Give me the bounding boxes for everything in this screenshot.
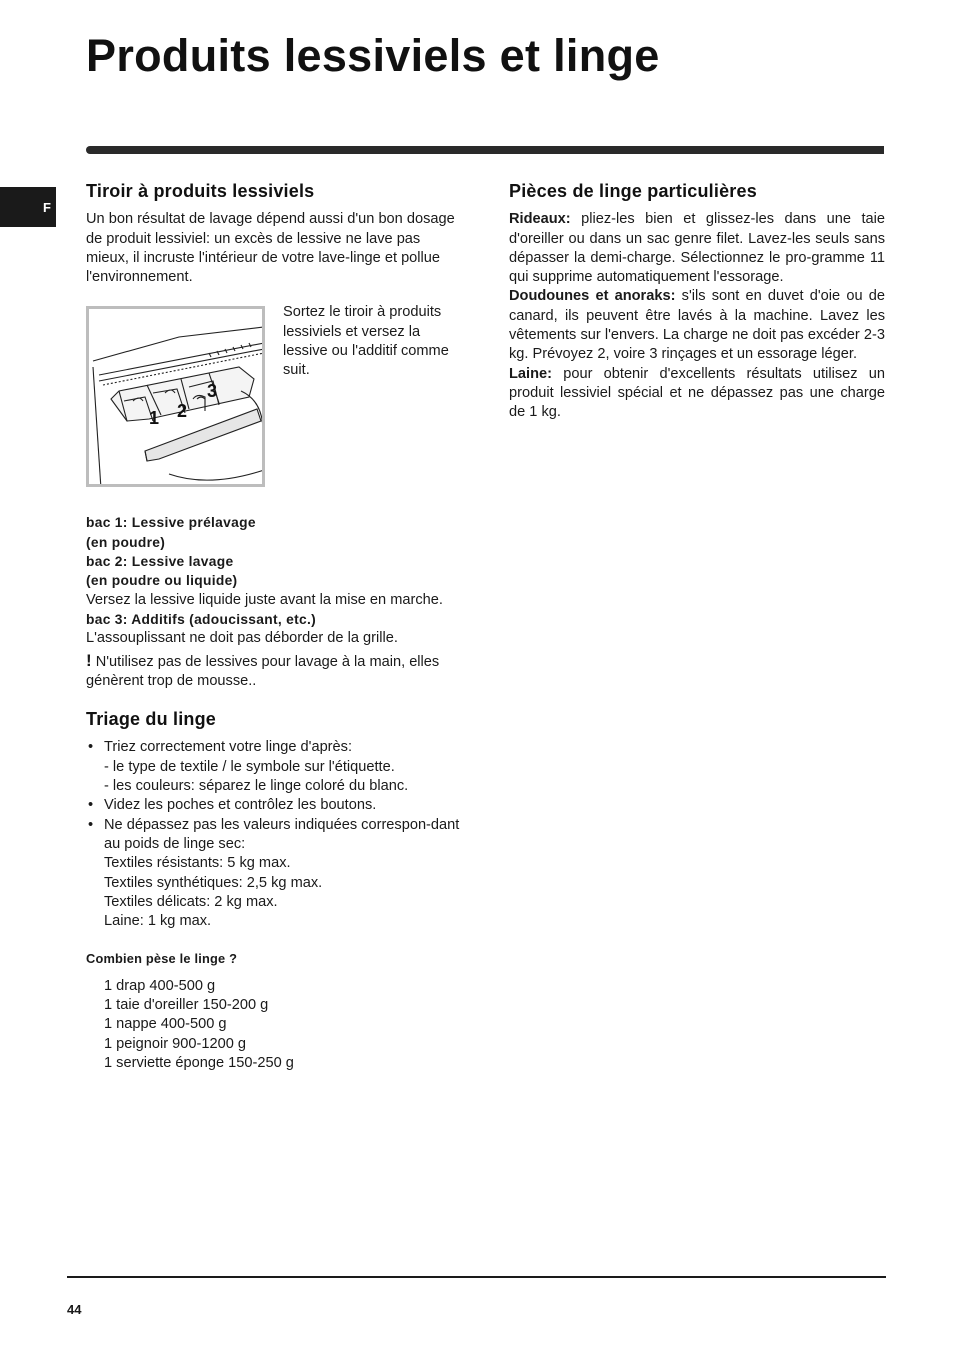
- item-label: Doudounes et anoraks:: [509, 288, 676, 305]
- list-item: [86, 816, 466, 932]
- weights-list: [86, 977, 466, 1073]
- section-heading-detergent-drawer: Tiroir à produits lessiviels: [86, 181, 315, 201]
- compartment-list: [86, 513, 466, 691]
- language-tab: F: [0, 187, 56, 227]
- bac2-title: bac 2: Lessive lavage: [86, 554, 234, 570]
- bac3-title: bac 3: Additifs (adoucissant, etc.): [86, 611, 317, 627]
- title-rule: [86, 146, 884, 154]
- item-label: Laine:: [509, 365, 552, 382]
- warning-paragraph: [86, 651, 466, 692]
- compartment-label-2: 2: [177, 401, 188, 422]
- load-limit-line: Textiles synthétiques: 2,5 kg max.: [104, 874, 323, 891]
- detergent-drawer-illustration: [86, 306, 265, 487]
- item-text: pour obtenir d'excellents résultats utilisez un produit lessiviel spécial et ne dépassez pas une charge de 1 kg.: [509, 365, 885, 421]
- sorting-list: [86, 738, 466, 931]
- compartment-label-3: 3: [207, 381, 218, 402]
- bac3-note: L'assouplissant ne doit pas déborder de la grille.: [86, 630, 398, 647]
- weight-item: 1 serviette éponge 150-250 g: [104, 1054, 294, 1071]
- warning-icon: !: [86, 650, 92, 670]
- left-column: [86, 182, 466, 1073]
- bullet1-sub1: - le type de textile / le symbole sur l'étiquette.: [104, 758, 395, 775]
- item-text: s'ils sont en duvet d'oie ou de canard, ils peuvent être lavés à la machine. Lavez les vêtements sur l'envers. La charge ne doit pas excéder 2-3 kg. Prévoyez 2, voire 3 rinçages et un essorage léger.: [509, 288, 885, 363]
- bullet1-sub2: - les couleurs: séparez le linge coloré du blanc.: [104, 778, 409, 795]
- list-item: [86, 796, 466, 815]
- bullet1-intro: • Triez correctement votre linge d'après:: [104, 739, 353, 756]
- bac2-subtitle: (en poudre ou liquide): [86, 573, 238, 589]
- bac2-note: Versez la lessive liquide juste avant la mise en marche.: [86, 591, 443, 608]
- section-heading-special-items: Pièces de linge particulières: [509, 181, 757, 201]
- page-number: 44: [67, 1302, 82, 1317]
- special-item-wool: [509, 365, 885, 423]
- page-title: Produits lessiviels et linge: [86, 30, 660, 81]
- section-heading-sorting: Triage du linge: [86, 709, 217, 730]
- list-item: [86, 738, 466, 796]
- weight-item: 1 taie d'oreiller 150-200 g: [104, 997, 269, 1014]
- compartment-label-1: 1: [149, 408, 160, 429]
- footer-rule: [67, 1276, 886, 1278]
- special-item-down-jackets: [509, 287, 885, 364]
- drawer-figure-row: [86, 306, 466, 487]
- weights-title: Combien pèse le linge ?: [86, 951, 238, 967]
- load-limit-line: Textiles résistants: 5 kg max.: [104, 855, 291, 872]
- detergent-intro: Un bon résultat de lavage dépend aussi d'un bon dosage de produit lessiviel: un excès de lessive ne lave pas mieux, il incruste l'intérieur de votre lave-linge et pollue l'environnement.: [86, 211, 455, 286]
- warning-text: N'utilisez pas de lessives pour lavage à la main, elles génèrent trop de mousse..: [86, 653, 440, 689]
- item-label: Rideaux:: [509, 211, 571, 228]
- weight-item: 1 nappe 400-500 g: [104, 1016, 227, 1033]
- weight-item: 1 peignoir 900-1200 g: [104, 1035, 246, 1052]
- weight-item: 1 drap 400-500 g: [104, 977, 216, 994]
- item-text: pliez-les bien et glissez-les dans une taie d'oreiller ou dans un sac genre filet. Lavez-les seuls sans dépasser la demi-charge. Sélectionnez le pro-gramme 11 qui supprime automatiquement l'essorage.: [509, 211, 885, 286]
- bac1-subtitle: (en poudre): [86, 534, 166, 550]
- bac1-title: bac 1: Lessive prélavage: [86, 515, 256, 531]
- load-limit-line: Laine: 1 kg max.: [104, 913, 212, 930]
- load-limit-line: Textiles délicats: 2 kg max.: [104, 893, 278, 910]
- bullet2-text: Videz les poches et contrôlez les boutons.: [104, 797, 377, 814]
- special-item-curtains: [509, 210, 885, 287]
- right-column: [509, 182, 885, 423]
- bullet3-intro: • Ne dépassez pas les valeurs indiquées correspon-dant au poids de linge sec:: [104, 816, 460, 852]
- drawer-caption: Sortez le tiroir à produits lessiviels et versez la lessive ou l'additif comme suit.: [283, 304, 449, 379]
